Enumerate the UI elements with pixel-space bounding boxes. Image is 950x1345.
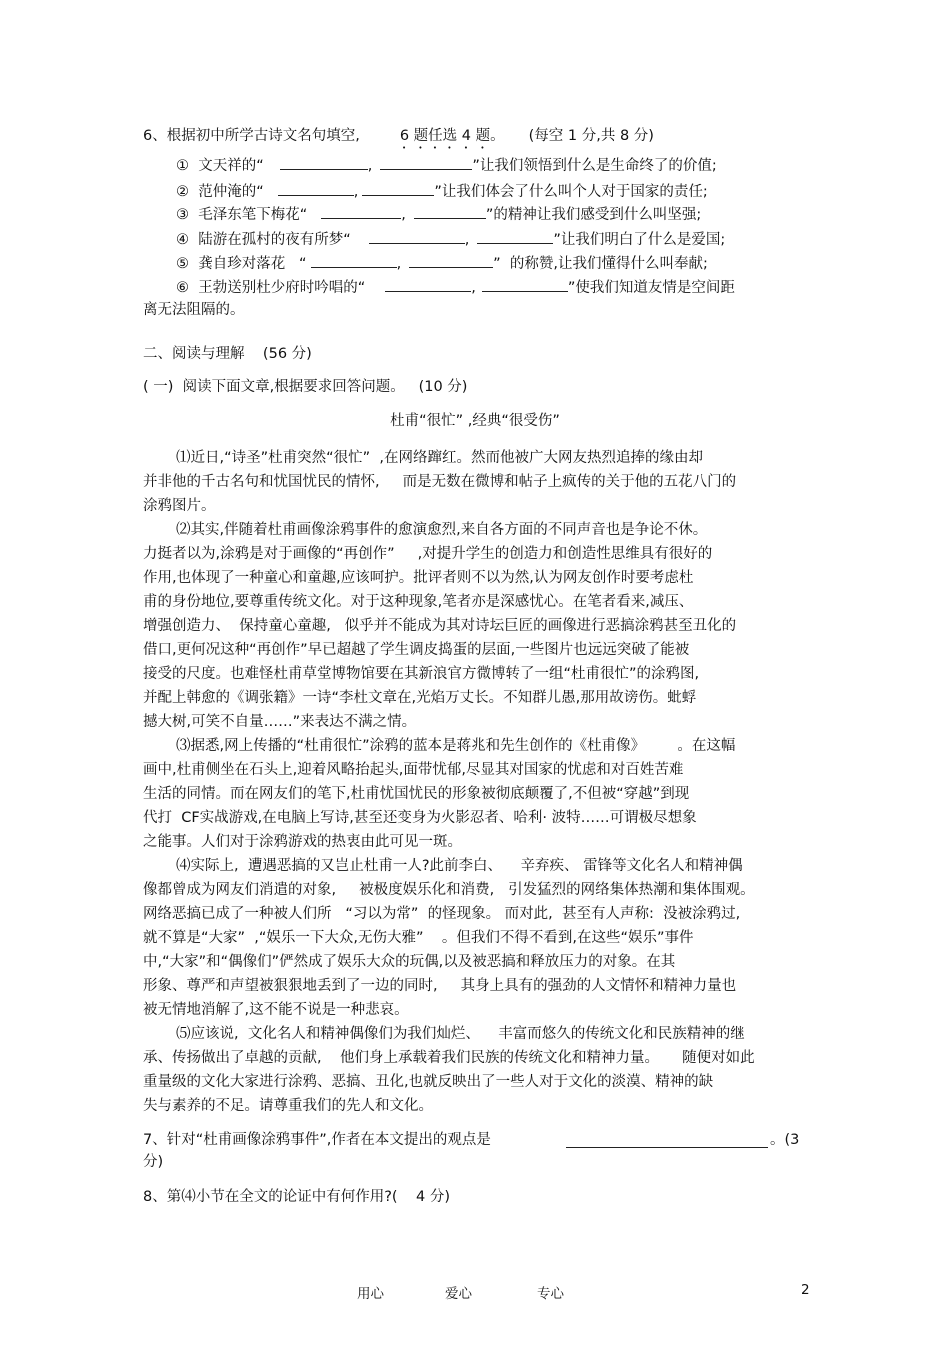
q6-item-6: ⑥ 王勃送别杜少府时吟唱的“ , ”使我们知道友情是空间距 (176, 277, 735, 298)
answer-blank[interactable] (362, 181, 434, 196)
article-line: 就不算是“大家” ,“娱乐一下大众,无伤大雅” 。但我们不得不看到,在这些“娱乐”事件 (143, 930, 694, 946)
article-line: 并非他的千古名句和忧国忧民的情怀, 而是无数在微博和帖子上疯传的关于他的五花八门的 (143, 474, 737, 490)
article-title: 杜甫“很忙” ,经典“很受伤” (390, 413, 560, 429)
footer-label: 用心 (357, 1286, 384, 1302)
footer-label: 爱心 (445, 1286, 472, 1302)
section-heading: 二、阅读与理解 (56 分) (143, 346, 312, 362)
answer-blank[interactable] (321, 204, 401, 219)
answer-blank[interactable] (311, 253, 397, 268)
answer-blank[interactable] (369, 229, 465, 244)
article-line: 生活的同情。而在网友们的笔下,杜甫忧国忧民的形象被彻底颠覆了,不但被“穿越”到现 (143, 786, 690, 802)
article-line: 画中,杜甫侧坐在石头上,迎着风略抬起头,面带忧郁,尽显其对国家的忧虑和对百姓苦难 (143, 762, 684, 778)
q6-item-5: ⑤ 龚自珍对落花 “ , ” 的称赞,让我们懂得什么叫奉献; (176, 253, 708, 274)
article-line: 被无情地消解了,这不能不说是一种悲哀。 (143, 1002, 409, 1018)
article-line: ⑸应该说, 文化名人和精神偶像们为我们灿烂、 丰富而悠久的传统文化和民族精神的继 (176, 1026, 745, 1042)
article-line: 力挺者以为,涂鸦是对于画像的“再创作” ,对提升学生的创造力和创造性思维具有很好的 (143, 546, 713, 562)
q6-item-2: ② 范仲淹的“ , ”让我们体会了什么叫个人对于国家的责任; (176, 181, 708, 202)
q6-item-4: ④ 陆游在孤村的夜有所梦“ , ”让我们明白了什么是爱国; (176, 229, 725, 250)
article-line: 像都曾成为网友们消遣的对象, 被极度娱乐化和消费, 引发猛烈的网络集体热潮和集体围观。 (143, 882, 755, 898)
article-line: 并配上韩愈的《调张籍》一诗“李杜文章在,光焰万丈长。不知群儿愚,那用故谤伤。蚍蜉 (143, 690, 697, 706)
q6-item-3: ③ 毛泽东笔下梅花“ , ”的精神让我们感受到什么叫坚强; (176, 204, 701, 225)
answer-blank[interactable] (280, 155, 368, 170)
q7-score: 。(3 (770, 1132, 800, 1148)
q7-answer-blank[interactable] (566, 1133, 768, 1148)
article-line: 网络恶搞已成了一种被人们所 “习以为常” 的怪现象。 而对此, 甚至有人声称: 没被涂鸦过, (143, 906, 741, 922)
answer-blank[interactable] (482, 277, 568, 292)
answer-blank[interactable] (380, 155, 472, 170)
q7-score-wrap: 分) (143, 1154, 164, 1170)
answer-blank[interactable] (278, 181, 354, 196)
page-number: 2 (801, 1282, 810, 1298)
q6-stem: 6、根据初中所学古诗文名句填空, 6 题任选 4 题。 (每空 1 分,共 8 分) (143, 128, 654, 144)
article-line: 中,“大家”和“偶像们”俨然成了娱乐大众的玩偶,以及被恶搞和释放压力的对象。在其 (143, 954, 676, 970)
article-line: ⑶据悉,网上传播的“杜甫很忙”涂鸦的蓝本是蒋兆和先生创作的《杜甫像》 。在这幅 (176, 738, 736, 754)
answer-blank[interactable] (414, 204, 486, 219)
article-line: 涂鸦图片。 (143, 498, 216, 514)
article-line: 接受的尺度。也难怪杜甫草堂博物馆要在其新浪官方微博转了一组“杜甫很忙”的涂鸦图, (143, 666, 700, 682)
answer-blank[interactable] (409, 253, 493, 268)
article-line: ⑵其实,伴随着杜甫画像涂鸦事件的愈演愈烈,来自各方面的不同声音也是争论不休。 (176, 522, 708, 538)
article-line: 撼大树,可笑不自量……”来表达不满之情。 (143, 714, 417, 730)
q7-text: 7、针对“杜甫画像涂鸦事件”,作者在本文提出的观点是 (143, 1132, 491, 1148)
article-line: 作用,也体现了一种童心和童趣,应该呵护。批评者则不以为然,认为网友创作时要考虑杜 (143, 570, 694, 586)
article-line: 借口,更何况这种“再创作”早已超越了学生调皮捣蛋的层面,一些图片也远远突破了能被 (143, 642, 690, 658)
q6-item-1: ① 文天祥的“ , ”让我们领悟到什么是生命终了的价值; (176, 155, 717, 176)
q8-text: 8、第⑷小节在全文的论证中有何作用?( 4 分) (143, 1189, 451, 1205)
article-line: ⑷实际上, 遭遇恶搞的又岂止杜甫一人?此前李白、 辛弃疾、 雷锋等文化名人和精神偶 (176, 858, 743, 874)
article-line: 失与素养的不足。请尊重我们的先人和文化。 (143, 1098, 433, 1114)
article-line: 代打 CF实战游戏,在电脑上写诗,甚至还变身为火影忍者、哈利· 波特……可谓极尽想象 (143, 810, 697, 826)
article-line: 重量级的文化大家进行涂鸦、恶搞、丑化,也就反映出了一些人对于文化的淡漠、精神的缺 (143, 1074, 714, 1090)
article-line: 承、传扬做出了卓越的贡献, 他们身上承载着我们民族的传统文化和精神力量。 随便对如此 (143, 1050, 755, 1066)
article-line: ⑴近日,“诗圣”杜甫突然“很忙” ,在网络蹿红。然而他被广大网友热烈追捧的缘由却 (176, 450, 703, 466)
article-line: 形象、尊严和声望被狠狠地丢到了一边的同时, 其身上具有的强劲的人文情怀和精神力量也 (143, 978, 737, 994)
q6-tail: 离无法阻隔的。 (143, 302, 245, 318)
article-line: 甫的身份地位,要尊重传统文化。对于这种现象,笔者亦是深感忧心。在笔者看来,减压、 (143, 594, 694, 610)
answer-blank[interactable] (385, 277, 471, 292)
answer-blank[interactable] (477, 229, 553, 244)
q6-choice: 6 题任选 4 题。 (399, 128, 505, 144)
part-heading: ( 一) 阅读下面文章,根据要求回答问题。 (10 分) (143, 379, 468, 395)
article-line: 之能事。人们对于涂鸦游戏的热衷由此可见一斑。 (143, 834, 462, 850)
article-line: 增强创造力、 保持童心童趣, 似乎并不能成为其对诗坛巨匠的画像进行恶搞涂鸦甚至丑化的 (143, 618, 737, 634)
footer-label: 专心 (537, 1286, 564, 1302)
